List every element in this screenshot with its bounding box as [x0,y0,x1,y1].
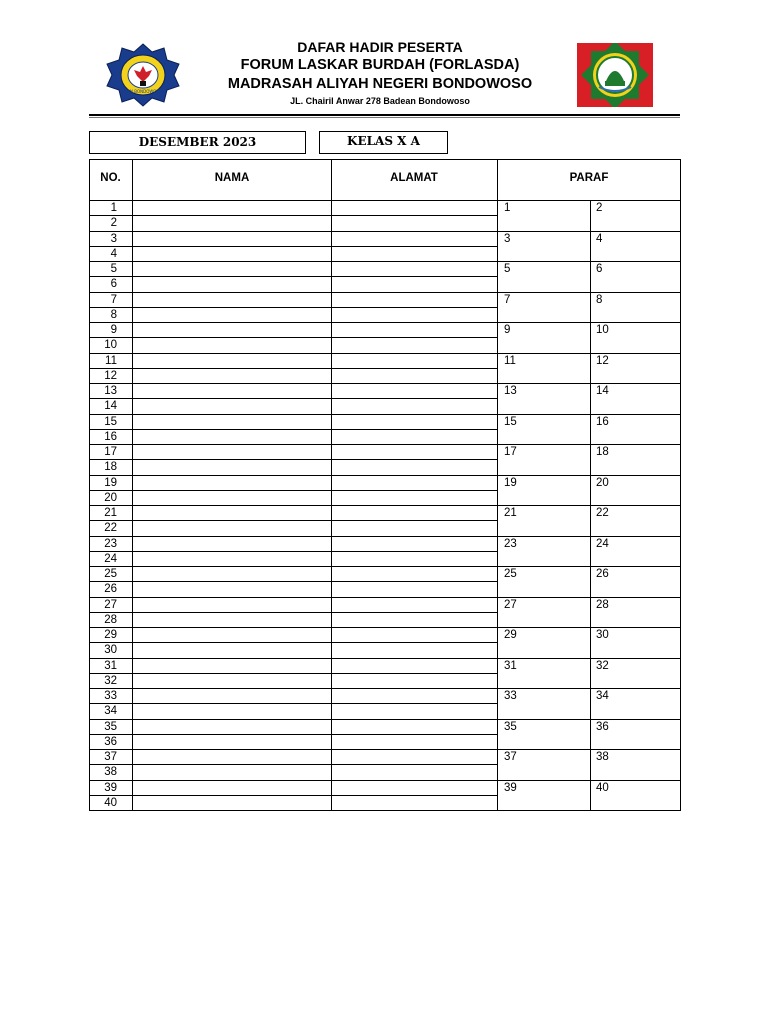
paraf-number: 39 [504,781,517,794]
paraf-number: 32 [596,659,609,672]
row-number: 10 [104,339,117,352]
paraf-number: 20 [596,476,609,489]
paraf-number: 38 [596,751,609,763]
row-number: 39 [104,781,117,794]
column-header-alamat: ALAMAT [390,172,438,184]
paraf-row-divider [497,231,681,232]
paraf-number: 19 [504,476,517,489]
paraf-number: 25 [504,568,517,580]
row-divider [89,337,497,338]
paraf-row-divider [497,292,681,293]
row-divider [89,642,497,643]
attendance-table [89,159,681,811]
row-number: 9 [110,324,117,336]
row-divider [89,475,497,476]
column-header-nama: NAMA [214,172,250,184]
paraf-number: 35 [504,720,517,733]
paraf-row-divider [497,658,681,659]
paraf-number: 24 [596,537,609,550]
row-divider [89,246,497,247]
row-divider [89,627,497,628]
table-border-bottom [89,810,681,811]
row-number: 16 [104,430,117,443]
row-number: 40 [104,796,117,809]
column-divider [497,159,498,811]
paraf-number: 33 [504,690,517,702]
document-header [190,38,570,108]
row-number: 33 [104,690,117,702]
header-rule [89,114,680,116]
header-separator [89,200,681,201]
address-line: JL. Chairil Anwar 278 Badean Bondowoso [290,96,470,106]
row-number: 38 [104,766,117,779]
paraf-row-divider [497,383,681,384]
paraf-number: 40 [596,781,609,794]
paraf-row-divider [497,566,681,567]
paraf-row-divider [497,749,681,750]
row-number: 26 [104,583,117,596]
row-divider [89,780,497,781]
column-header-no: NO. [100,172,121,184]
row-divider [89,734,497,735]
row-number: 34 [104,705,117,718]
row-divider [89,673,497,674]
row-number: 36 [104,735,117,748]
row-number: 31 [104,659,117,672]
paraf-number: 15 [504,415,517,428]
paraf-number: 10 [596,324,609,336]
header-rule-thin [89,117,680,118]
row-divider [89,261,497,262]
row-divider [89,444,497,445]
row-divider [89,276,497,277]
paraf-number: 2 [596,202,603,214]
paraf-number: 6 [596,263,603,275]
row-number: 12 [104,369,117,382]
paraf-row-divider [497,414,681,415]
row-divider [89,612,497,613]
paraf-number: 17 [504,446,517,458]
paraf-number: 30 [596,629,609,641]
paraf-number: 13 [504,385,517,397]
paraf-number: 9 [504,324,511,336]
row-number: 8 [110,308,117,321]
paraf-number: 3 [504,232,511,245]
row-number: 11 [105,354,117,367]
row-divider [89,459,497,460]
paraf-number: 8 [596,293,603,306]
row-divider [89,597,497,598]
paraf-row-divider [497,536,681,537]
row-number: 18 [104,461,117,474]
row-divider [89,307,497,308]
paraf-row-divider [497,322,681,323]
row-divider [89,719,497,720]
row-divider [89,505,497,506]
paraf-row-divider [497,719,681,720]
logo-left-text: MAN BONDOWOSO [123,89,163,94]
paraf-row-divider [497,444,681,445]
row-number: 22 [104,522,117,535]
paraf-row-divider [497,475,681,476]
row-number: 37 [104,751,117,763]
paraf-number: 27 [504,598,517,611]
paraf-number: 7 [504,293,511,306]
forlasda-logo [577,43,653,107]
paraf-number: 36 [596,720,609,733]
row-number: 35 [104,720,117,733]
row-number: 13 [104,385,117,397]
paraf-row-divider [497,353,681,354]
row-divider [89,215,497,216]
row-number: 23 [104,537,117,550]
paraf-row-divider [497,627,681,628]
row-number: 30 [104,644,117,657]
row-number: 5 [110,263,117,275]
paraf-number: 1 [504,202,511,214]
row-number: 14 [104,400,117,413]
paraf-number: 21 [504,507,517,519]
paraf-number: 14 [596,385,609,397]
paraf-number: 5 [504,263,511,275]
paraf-number: 34 [596,690,609,702]
paraf-number: 16 [596,415,609,428]
row-divider [89,581,497,582]
paraf-number: 28 [596,598,609,611]
paraf-row-divider [497,505,681,506]
month-box: DESEMBER 2023 [89,131,306,154]
class-box: KELAS X A [319,131,448,154]
row-divider [89,292,497,293]
paraf-row-divider [497,261,681,262]
paraf-number: 23 [504,537,517,550]
row-divider [89,536,497,537]
row-divider [89,231,497,232]
row-number: 2 [110,217,117,230]
row-divider [89,551,497,552]
man-bondowoso-logo [104,42,182,108]
row-number: 24 [104,552,117,565]
row-number: 6 [110,278,117,291]
row-number: 15 [104,415,117,428]
row-number: 4 [110,247,117,260]
row-number: 21 [104,507,117,519]
row-divider [89,429,497,430]
row-number: 29 [104,629,117,641]
paraf-row-divider [497,780,681,781]
row-number: 7 [110,293,117,306]
title-line-1: DAFAR HADIR PESERTA [297,39,463,55]
row-number: 3 [110,232,117,245]
row-divider [89,764,497,765]
paraf-number: 18 [596,446,609,458]
row-number: 32 [104,674,117,687]
table-border-right [680,159,681,811]
table-border-top [89,159,681,160]
paraf-number: 26 [596,568,609,580]
row-divider [89,322,497,323]
column-header-paraf: PARAF [569,172,609,184]
paraf-number: 4 [596,232,603,245]
row-divider [89,414,497,415]
row-divider [89,520,497,521]
paraf-number: 22 [596,507,609,519]
paraf-number: 37 [504,751,517,763]
row-divider [89,688,497,689]
paraf-number: 31 [504,659,517,672]
row-number: 17 [104,446,117,458]
row-divider [89,658,497,659]
row-number: 25 [104,568,117,580]
row-number: 19 [104,476,117,489]
paraf-row-divider [497,597,681,598]
column-divider [331,159,332,811]
row-divider [89,566,497,567]
row-divider [89,749,497,750]
row-number: 1 [110,202,117,214]
paraf-number: 11 [504,354,516,367]
row-divider [89,383,497,384]
paraf-row-divider [497,688,681,689]
row-divider [89,398,497,399]
column-divider [132,159,133,811]
row-number: 28 [104,613,117,626]
paraf-number: 12 [596,354,609,367]
paraf-number: 29 [504,629,517,641]
row-divider [89,353,497,354]
row-divider [89,703,497,704]
title-line-2: FORUM LASKAR BURDAH (FORLASDA) [240,57,520,73]
row-number: 20 [104,491,117,504]
row-divider [89,368,497,369]
row-divider [89,490,497,491]
row-number: 27 [104,598,117,611]
row-divider [89,795,497,796]
title-line-3: MADRASAH ALIYAH NEGERI BONDOWOSO [227,76,533,92]
